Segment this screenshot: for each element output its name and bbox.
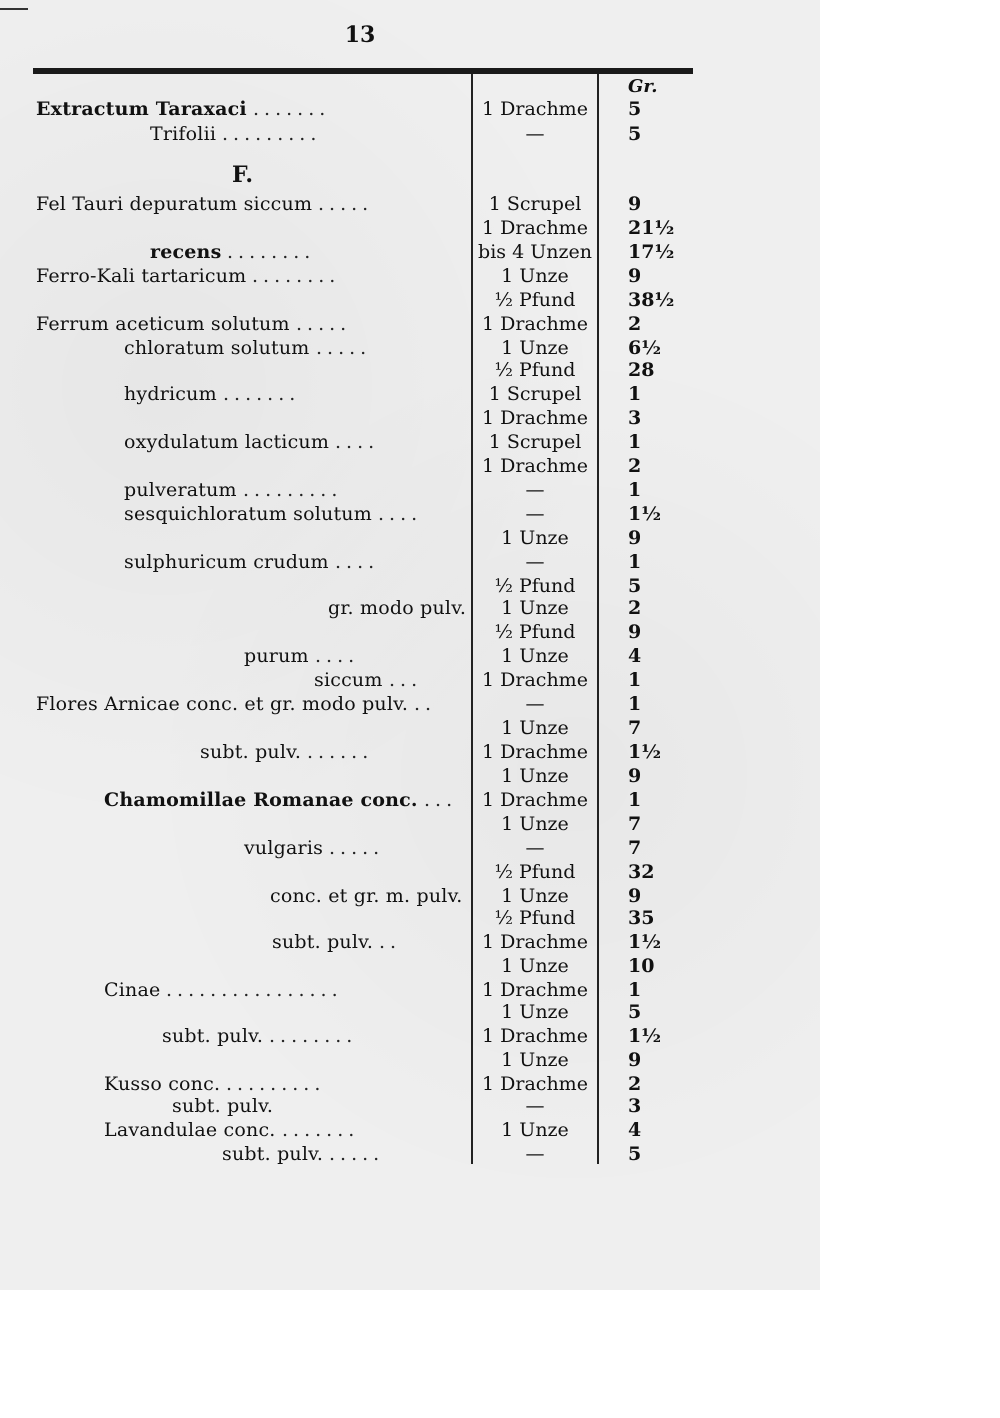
table-row: [0, 358, 720, 382]
item-quantity: 1 Drachme: [482, 217, 588, 239]
item-price: 1½: [628, 503, 662, 525]
price-column-header: Gr.: [628, 76, 658, 97]
item-quantity: —: [525, 479, 545, 501]
item-name: Extractum Taraxaci: [36, 98, 247, 120]
item-price: 5: [628, 1001, 642, 1023]
item-price: 3: [628, 407, 642, 429]
item-quantity: 1 Drachme: [482, 979, 588, 1001]
table-row: [0, 502, 720, 526]
table-row: [0, 860, 720, 884]
item-price: 5: [628, 123, 642, 145]
table-row: [0, 574, 720, 598]
item-quantity: —: [525, 837, 545, 859]
item-quantity: ½ Pfund: [494, 907, 576, 929]
leader-dots: .....: [329, 1143, 385, 1165]
item-name: Lavandulae conc.: [104, 1119, 276, 1141]
item-quantity: 1 Unze: [501, 1049, 569, 1071]
table-row: [0, 1072, 720, 1096]
table-row: [0, 550, 720, 574]
item-price: 35: [628, 907, 655, 929]
table-row: [0, 884, 720, 908]
leader-dots: .........: [243, 479, 343, 501]
table-row: [0, 336, 720, 360]
item-price: 1: [628, 551, 642, 573]
item-price: 32: [628, 861, 655, 883]
item-price: 2: [628, 597, 642, 619]
section-letter: F.: [232, 162, 254, 188]
item-price: 9: [628, 527, 642, 549]
leader-dots: ...: [424, 789, 458, 811]
item-quantity: 1 Unze: [501, 597, 569, 619]
item-quantity: —: [525, 1095, 545, 1117]
table-row: [0, 930, 720, 954]
item-quantity: 1 Unze: [501, 885, 569, 907]
item-price: 7: [628, 837, 642, 859]
item-price: 21½: [628, 217, 675, 239]
table-row: [0, 478, 720, 502]
item-quantity: 1 Unze: [501, 1119, 569, 1141]
item-quantity: 1 Unze: [501, 265, 569, 287]
table-row: [0, 240, 720, 264]
leader-dots: .........: [222, 123, 322, 145]
item-price: 17½: [628, 241, 675, 263]
table-row: [0, 716, 720, 740]
item-quantity: —: [525, 551, 545, 573]
item-quantity: ½ Pfund: [494, 861, 576, 883]
item-name: Fel Tauri depuratum siccum: [36, 193, 313, 215]
item-name: Trifolii: [150, 123, 217, 145]
table-row: [0, 526, 720, 550]
item-name: subt. pulv.: [222, 1143, 324, 1165]
item-price: 1: [628, 979, 642, 1001]
item-name: siccum: [314, 669, 383, 691]
item-price: 9: [628, 193, 642, 215]
item-quantity: ½ Pfund: [494, 359, 576, 381]
item-price: 4: [628, 1119, 642, 1141]
table-row: [0, 192, 720, 216]
item-quantity: bis 4 Unzen: [478, 241, 592, 263]
item-name: sulphuricum crudum: [124, 551, 329, 573]
table-row: [0, 1024, 720, 1048]
item-price: 7: [628, 717, 642, 739]
item-name: conc. et gr. m. pulv.: [270, 885, 463, 907]
table-row: [0, 644, 720, 668]
item-price: 28: [628, 359, 655, 381]
item-quantity: 1 Scrupel: [488, 383, 582, 405]
leader-dots: .....: [329, 837, 385, 859]
item-name: subt. pulv.: [200, 741, 302, 763]
leader-dots: .....: [318, 193, 374, 215]
item-price: 1½: [628, 931, 662, 953]
table-row: [0, 264, 720, 288]
table-row: [0, 1048, 720, 1072]
item-name: Kusso conc.: [104, 1073, 221, 1095]
item-price: 4: [628, 645, 642, 667]
leader-dots: ......: [307, 741, 374, 763]
item-quantity: 1 Unze: [501, 765, 569, 787]
table-row: [0, 1094, 720, 1118]
item-price: 5: [628, 575, 642, 597]
item-quantity: 1 Drachme: [482, 313, 588, 335]
item-quantity: 1 Drachme: [482, 789, 588, 811]
item-quantity: 1 Unze: [501, 527, 569, 549]
item-price: 1: [628, 431, 642, 453]
leader-dots: .......: [223, 383, 301, 405]
leader-dots: ....: [378, 503, 423, 525]
item-price: 9: [628, 1049, 642, 1071]
table-row: [0, 312, 720, 336]
page-number: 13: [344, 22, 376, 48]
leader-dots: ................: [166, 979, 343, 1001]
item-name: oxydulatum lacticum: [124, 431, 330, 453]
table-row: [0, 596, 720, 620]
item-quantity: ½ Pfund: [494, 575, 576, 597]
table-row: [0, 906, 720, 930]
leader-dots: ....: [315, 645, 360, 667]
table-row: [0, 97, 720, 121]
table-row: [0, 216, 720, 240]
item-quantity: ½ Pfund: [494, 621, 576, 643]
item-price: 5: [628, 1143, 642, 1165]
item-price: 38½: [628, 289, 675, 311]
item-name: Ferro-Kali tartaricum: [36, 265, 247, 287]
item-name: purum: [244, 645, 309, 667]
item-quantity: —: [525, 693, 545, 715]
leader-dots: ..: [379, 931, 402, 953]
header-rule: [33, 68, 693, 74]
table-row: [0, 1000, 720, 1024]
item-quantity: 1 Unze: [501, 813, 569, 835]
item-price: 1: [628, 789, 642, 811]
item-price: 9: [628, 621, 642, 643]
table-row: [0, 454, 720, 478]
item-price: 5: [628, 98, 642, 120]
item-price: 1: [628, 693, 642, 715]
item-quantity: 1 Drachme: [482, 931, 588, 953]
item-price: 2: [628, 313, 642, 335]
item-name: recens: [150, 241, 222, 263]
item-name: Ferrum aceticum solutum: [36, 313, 290, 335]
leader-dots: ..: [414, 693, 437, 715]
item-price: 1½: [628, 1025, 662, 1047]
item-quantity: 1 Unze: [501, 1001, 569, 1023]
item-name: Chamomillae Romanae conc.: [104, 789, 418, 811]
table-row: [0, 620, 720, 644]
item-quantity: 1 Drachme: [482, 1073, 588, 1095]
item-price: 1½: [628, 741, 662, 763]
leader-dots: ...: [389, 669, 423, 691]
item-price: 1: [628, 479, 642, 501]
table-row: [0, 764, 720, 788]
item-name: subt. pulv.: [162, 1025, 264, 1047]
item-name: hydricum: [124, 383, 217, 405]
item-price: 10: [628, 955, 655, 977]
table-row: [0, 978, 720, 1002]
item-name: Cinae: [104, 979, 161, 1001]
table-row: [0, 122, 720, 146]
item-name: gr. modo pulv.: [328, 597, 467, 619]
table-row: [0, 1142, 720, 1166]
item-quantity: 1 Scrupel: [488, 193, 582, 215]
table-row: [0, 954, 720, 978]
item-name: Flores Arnicae conc. et gr. modo pulv.: [36, 693, 409, 715]
item-quantity: 1 Drachme: [482, 669, 588, 691]
item-price: 2: [628, 1073, 642, 1095]
item-quantity: 1 Unze: [501, 337, 569, 359]
leader-dots: ........: [269, 1025, 358, 1047]
item-price: 3: [628, 1095, 642, 1117]
table-row: [0, 788, 720, 812]
item-name: sesquichloratum solutum: [124, 503, 372, 525]
item-quantity: —: [525, 123, 545, 145]
item-price: 6½: [628, 337, 662, 359]
item-quantity: 1 Drachme: [482, 455, 588, 477]
item-name: vulgaris: [244, 837, 324, 859]
leader-dots: ....: [335, 431, 380, 453]
item-quantity: —: [525, 1143, 545, 1165]
item-price: 7: [628, 813, 642, 835]
leader-dots: .....: [296, 313, 352, 335]
item-price: 1: [628, 669, 642, 691]
leader-dots: .........: [226, 1073, 326, 1095]
item-name: subt. pulv.: [272, 931, 374, 953]
leader-dots: ........: [227, 241, 316, 263]
item-quantity: 1 Unze: [501, 717, 569, 739]
item-price: 2: [628, 455, 642, 477]
scan-mark: [0, 8, 28, 10]
item-name: subt. pulv.: [172, 1095, 274, 1117]
table-row: [0, 406, 720, 430]
leader-dots: .....: [316, 337, 372, 359]
item-price: 9: [628, 265, 642, 287]
item-quantity: 1 Unze: [501, 955, 569, 977]
item-quantity: ½ Pfund: [494, 289, 576, 311]
table-row: [0, 740, 720, 764]
item-quantity: 1 Drachme: [482, 98, 588, 120]
leader-dots: .......: [253, 98, 331, 120]
item-name: pulveratum: [124, 479, 237, 501]
table-row: [0, 430, 720, 454]
table-row: [0, 692, 720, 716]
leader-dots: .......: [282, 1119, 360, 1141]
item-quantity: 1 Drachme: [482, 407, 588, 429]
leader-dots: ........: [252, 265, 341, 287]
table-row: [0, 836, 720, 860]
item-price: 9: [628, 765, 642, 787]
item-name: chloratum solutum: [124, 337, 310, 359]
table-row: [0, 812, 720, 836]
table-row: [0, 1118, 720, 1142]
item-price: 1: [628, 383, 642, 405]
item-quantity: 1 Unze: [501, 645, 569, 667]
item-quantity: 1 Drachme: [482, 1025, 588, 1047]
table-row: [0, 288, 720, 312]
item-quantity: —: [525, 503, 545, 525]
table-row: [0, 382, 720, 406]
leader-dots: ....: [335, 551, 380, 573]
item-quantity: 1 Drachme: [482, 741, 588, 763]
item-price: 9: [628, 885, 642, 907]
item-quantity: 1 Scrupel: [488, 431, 582, 453]
table-row: [0, 668, 720, 692]
